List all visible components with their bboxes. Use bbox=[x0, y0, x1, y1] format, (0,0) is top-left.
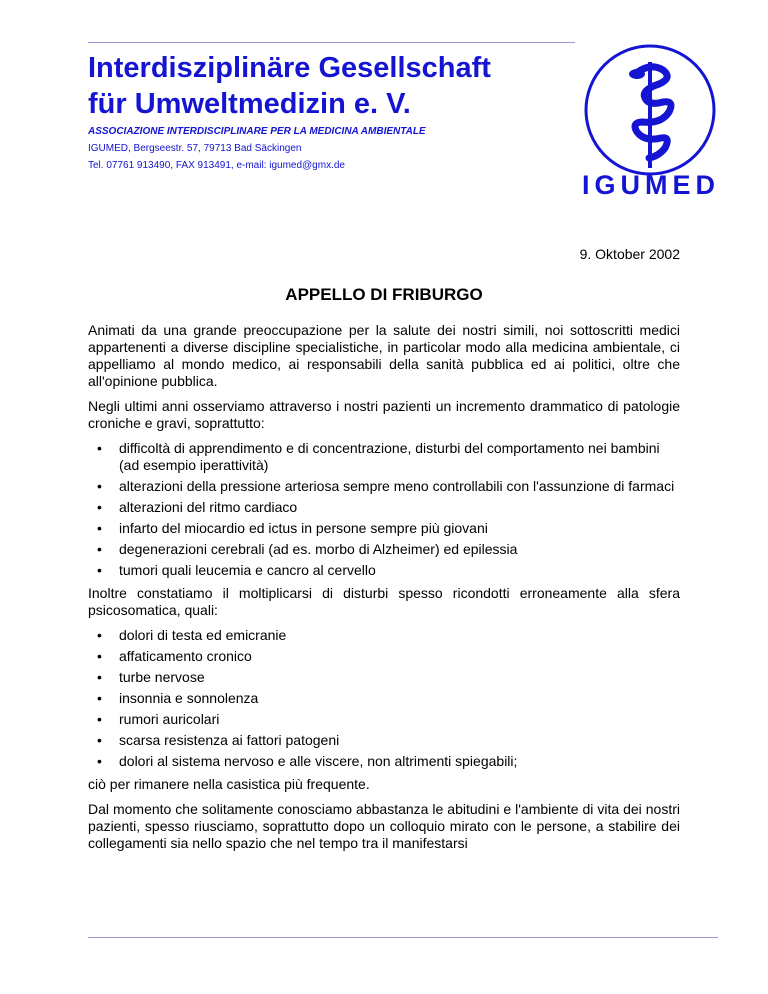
list-item bbox=[88, 732, 680, 749]
organization-contact: Tel. 07761 913490, FAX 913491, e-mail: igumed@gmx.de bbox=[88, 160, 345, 171]
list-item-text: difficoltà di apprendimento e di concentrazione, disturbi del comportamento nei bambini (ad esempio iperattività) bbox=[119, 440, 660, 473]
list-item bbox=[88, 499, 680, 516]
list-item bbox=[88, 753, 680, 770]
list-item-text: alterazioni del ritmo cardiaco bbox=[119, 499, 298, 515]
organization-name bbox=[88, 50, 491, 122]
bullet-icon: • bbox=[97, 648, 102, 664]
list-item bbox=[88, 627, 680, 644]
document-date: 9. Oktober 2002 bbox=[579, 246, 680, 262]
list-item bbox=[88, 711, 680, 728]
list-item-text: affaticamento cronico bbox=[119, 648, 252, 664]
paragraph-4: ciò per rimanere nella casistica più frequente. bbox=[88, 776, 370, 792]
list-item bbox=[88, 562, 680, 579]
bullet-icon: • bbox=[97, 669, 102, 685]
list-item-text: tumori quali leucemia e cancro al cervello bbox=[119, 562, 376, 578]
organization-name-line1: Interdisziplinäre Gesellschaft bbox=[88, 52, 491, 84]
logo-wordmark: IGUMED bbox=[582, 170, 720, 200]
list-item bbox=[88, 690, 680, 707]
list-item-text: scarsa resistenza ai fattori patogeni bbox=[119, 732, 340, 748]
paragraph-3: Inoltre constatiamo il moltiplicarsi di disturbi spesso ricondotti erroneamente alla sfera psicosomatica, quali: bbox=[88, 585, 680, 618]
bullet-icon: • bbox=[97, 478, 102, 494]
bullet-icon: • bbox=[97, 562, 102, 578]
list-item-text: turbe nervose bbox=[119, 669, 205, 685]
organization-subtitle: ASSOCIAZIONE INTERDISCIPLINARE PER LA MEDICINA AMBIENTALE bbox=[88, 126, 426, 137]
bullet-icon: • bbox=[97, 732, 102, 748]
list-item-text: rumori auricolari bbox=[119, 711, 220, 727]
document-body bbox=[88, 322, 680, 860]
list-item bbox=[88, 541, 680, 558]
list-item-text: degenerazioni cerebrali (ad es. morbo di Alzheimer) ed epilessia bbox=[119, 541, 518, 557]
list-item-text: insonnia e sonnolenza bbox=[119, 690, 259, 706]
list-item-text: dolori al sistema nervoso e alle viscere, non altrimenti spiegabili; bbox=[119, 753, 518, 769]
footer-divider bbox=[88, 937, 718, 938]
header-divider bbox=[88, 42, 575, 43]
bullet-icon: • bbox=[97, 753, 102, 769]
list-item-text: dolori di testa ed emicranie bbox=[119, 627, 287, 643]
bullet-icon: • bbox=[97, 499, 102, 515]
list-item bbox=[88, 669, 680, 686]
paragraph-5: Dal momento che solitamente conosciamo abbastanza le abitudini e l'ambiente di vita dei nostri pazienti, spesso riusciamo, soprattutto dopo un colloquio mirato con le persone, a stabilire dei collegamenti sia nello spazio che nel tempo tra il manifestarsi bbox=[88, 801, 680, 851]
bullet-icon: • bbox=[97, 711, 102, 727]
list-item-text: infarto del miocardio ed ictus in persone sempre più giovani bbox=[119, 520, 488, 536]
bullet-icon: • bbox=[97, 690, 102, 706]
bullet-icon: • bbox=[97, 541, 102, 557]
disturbances-list bbox=[88, 627, 680, 770]
intro-paragraph: Animati da una grande preoccupazione per la salute dei nostri simili, noi sottoscritti medici appartenenti a diverse discipline specialistiche, in particolar modo alla medicina ambientale, ci appelliamo al mondo medico, ai responsabili della sanità pubblica ed ai politici, oltre che all'opinione pubblica. bbox=[88, 322, 680, 389]
bullet-icon: • bbox=[97, 627, 102, 643]
paragraph-2: Negli ultimi anni osserviamo attraverso i nostri pazienti un incremento drammatico di patologie croniche e gravi, soprattutto: bbox=[88, 398, 680, 431]
document-title: APPELLO DI FRIBURGO bbox=[285, 285, 483, 304]
pathologies-list bbox=[88, 440, 680, 579]
bullet-icon: • bbox=[97, 440, 102, 456]
list-item-text: alterazioni della pressione arteriosa sempre meno controllabili con l'assunzione di farmaci bbox=[119, 478, 675, 494]
bullet-icon: • bbox=[97, 520, 102, 536]
list-item bbox=[88, 478, 680, 495]
list-item bbox=[88, 520, 680, 537]
list-item bbox=[88, 648, 680, 665]
list-item bbox=[88, 440, 680, 474]
organization-name-line2: für Umweltmedizin e. V. bbox=[88, 88, 411, 120]
organization-address: IGUMED, Bergseestr. 57, 79713 Bad Säckingen bbox=[88, 143, 302, 154]
